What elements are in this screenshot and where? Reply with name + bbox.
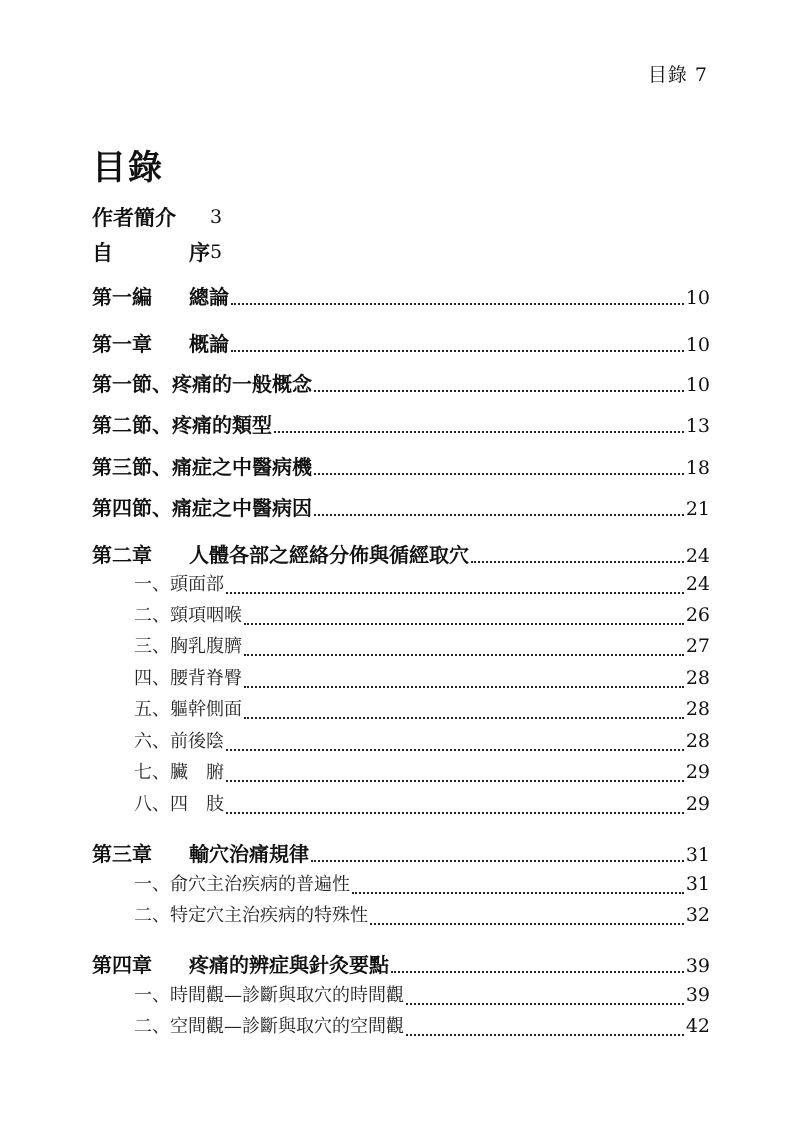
toc-entry-label bbox=[92, 539, 469, 568]
dot-leader bbox=[244, 622, 684, 625]
dot-leader bbox=[226, 748, 684, 751]
toc-entry-title: 總論 bbox=[189, 285, 229, 309]
toc-entry-title: 一、時間觀—診斷與取穴的時間觀 bbox=[134, 985, 404, 1006]
toc-subentry[interactable] bbox=[134, 727, 710, 757]
front-matter-label: 自 bbox=[92, 240, 113, 265]
toc-subentry[interactable] bbox=[134, 790, 710, 820]
toc-entry-number: 第二章 bbox=[92, 543, 152, 567]
toc-entry-title: 二、特定穴主治疾病的特殊性 bbox=[134, 905, 368, 926]
toc-entry-label bbox=[92, 838, 309, 867]
toc-page-number: 29 bbox=[685, 793, 710, 815]
toc-entry-label bbox=[92, 451, 312, 480]
toc-subentry[interactable] bbox=[134, 1012, 710, 1042]
toc-heading-entry[interactable] bbox=[92, 949, 710, 979]
toc-entry-label bbox=[134, 758, 224, 784]
toc-page-number: 29 bbox=[685, 761, 710, 783]
dot-leader bbox=[406, 1002, 684, 1005]
toc-entry-title: 第三節、痛症之中醫病機 bbox=[92, 455, 312, 479]
front-matter-label: 作者簡介 bbox=[92, 205, 176, 230]
toc-subentry[interactable] bbox=[134, 901, 710, 931]
toc-heading-entry[interactable] bbox=[92, 368, 710, 398]
toc-subentry[interactable] bbox=[134, 695, 710, 725]
toc-heading-entry[interactable] bbox=[92, 281, 710, 311]
front-matter-list bbox=[92, 199, 222, 269]
toc-entry-title: 概論 bbox=[189, 332, 229, 356]
toc-page-number: 10 bbox=[685, 287, 710, 309]
toc-subentry[interactable] bbox=[134, 664, 710, 694]
toc-entry-label bbox=[92, 368, 312, 397]
toc-entry-number: 第一章 bbox=[92, 332, 152, 356]
toc-entry-title: 三、胸乳腹臍 bbox=[134, 636, 242, 657]
toc-entry-label bbox=[134, 695, 242, 721]
front-matter-page: 5 bbox=[210, 240, 223, 263]
front-matter-page: 3 bbox=[210, 205, 223, 228]
toc-entry-label bbox=[92, 281, 229, 310]
toc-page-number: 28 bbox=[685, 730, 710, 752]
toc-subentry[interactable] bbox=[134, 758, 710, 788]
toc-entry-number: 第四章 bbox=[92, 953, 152, 977]
toc-page-number: 18 bbox=[685, 457, 710, 479]
dot-leader bbox=[231, 302, 684, 305]
toc-entry-title: 第一節、疼痛的一般概念 bbox=[92, 372, 312, 396]
front-matter-label-b: 序 bbox=[189, 240, 210, 265]
toc-entry-label bbox=[134, 664, 242, 690]
toc-heading-entry[interactable] bbox=[92, 451, 710, 481]
dot-leader bbox=[244, 653, 684, 656]
page-title: 目錄 bbox=[92, 148, 164, 188]
toc-subentry[interactable] bbox=[134, 981, 710, 1011]
toc-entry-label bbox=[134, 901, 368, 927]
front-matter-item[interactable] bbox=[92, 234, 222, 269]
toc-entry-label bbox=[92, 492, 312, 521]
dot-leader bbox=[406, 1033, 684, 1036]
toc-page-number: 28 bbox=[685, 667, 710, 689]
toc-heading-entry[interactable] bbox=[92, 409, 710, 439]
dot-leader bbox=[244, 716, 684, 719]
dot-leader bbox=[391, 970, 684, 973]
dot-leader bbox=[226, 779, 684, 782]
toc-page-number: 10 bbox=[685, 334, 710, 356]
toc-entry-label bbox=[134, 570, 224, 596]
toc-entry-label bbox=[134, 870, 350, 896]
toc-heading-entry[interactable] bbox=[92, 328, 710, 358]
toc-entry-label bbox=[92, 409, 272, 438]
toc-page-number: 21 bbox=[685, 498, 710, 520]
toc-subentry[interactable] bbox=[134, 570, 710, 600]
toc-entry-label bbox=[134, 981, 404, 1007]
dot-leader bbox=[274, 430, 684, 433]
toc-entry-label bbox=[92, 328, 229, 357]
toc-entry-number: 第一編 bbox=[92, 285, 152, 309]
toc-page-number: 13 bbox=[685, 415, 710, 437]
toc-heading-entry[interactable] bbox=[92, 539, 710, 569]
toc-entry-title: 五、軀幹側面 bbox=[134, 699, 242, 720]
dot-leader bbox=[370, 922, 684, 925]
toc-entry-title: 二、空間觀—診斷與取穴的空間觀 bbox=[134, 1016, 404, 1037]
toc-page-number: 10 bbox=[685, 374, 710, 396]
toc-page-number: 24 bbox=[685, 573, 710, 595]
toc-entry-title: 疼痛的辨症與針灸要點 bbox=[189, 953, 389, 977]
dot-leader bbox=[471, 560, 684, 563]
toc-page-number: 32 bbox=[685, 904, 710, 926]
dot-leader bbox=[311, 859, 684, 862]
toc-page-number: 31 bbox=[685, 844, 710, 866]
toc-entry-title: 第四節、痛症之中醫病因 bbox=[92, 496, 312, 520]
toc-entry-title: 二、頸項咽喉 bbox=[134, 605, 242, 626]
toc-entry-label bbox=[92, 949, 389, 978]
toc-entry-label bbox=[134, 727, 224, 753]
dot-leader bbox=[226, 591, 684, 594]
toc-page-number: 31 bbox=[685, 873, 710, 895]
toc-page-number: 39 bbox=[685, 955, 710, 977]
front-matter-item[interactable] bbox=[92, 199, 222, 234]
toc-page-number: 42 bbox=[685, 1015, 710, 1037]
toc-page-number: 39 bbox=[685, 984, 710, 1006]
toc-entry-title: 一、頭面部 bbox=[134, 574, 224, 595]
toc-entry-label bbox=[134, 790, 224, 816]
toc-entry-number: 第三章 bbox=[92, 842, 152, 866]
dot-leader bbox=[314, 513, 684, 516]
dot-leader bbox=[226, 811, 684, 814]
toc-subentry[interactable] bbox=[134, 632, 710, 662]
dot-leader bbox=[231, 349, 684, 352]
dot-leader bbox=[244, 685, 684, 688]
toc-entry-title: 第二節、疼痛的類型 bbox=[92, 413, 272, 437]
toc-heading-entry[interactable] bbox=[92, 838, 710, 868]
dot-leader bbox=[314, 389, 684, 392]
toc-entry-title: 七、臟 腑 bbox=[134, 762, 224, 783]
running-head: 目錄 7 bbox=[647, 64, 708, 86]
toc-entry-title: 六、前後陰 bbox=[134, 731, 224, 752]
toc-heading-entry[interactable] bbox=[92, 492, 710, 522]
toc-page-number: 28 bbox=[685, 698, 710, 720]
toc-entry-title: 八、四 肢 bbox=[134, 794, 224, 815]
toc-entry-title: 四、腰背脊臀 bbox=[134, 668, 242, 689]
toc-entry-label bbox=[134, 632, 242, 658]
toc-page-number: 24 bbox=[685, 545, 710, 567]
toc-entry-label bbox=[134, 601, 242, 627]
toc-page-number: 26 bbox=[685, 604, 710, 626]
toc-subentry[interactable] bbox=[134, 870, 710, 900]
toc-entry-label bbox=[134, 1012, 404, 1038]
toc-entry-title: 人體各部之經絡分佈與循經取穴 bbox=[189, 543, 469, 567]
dot-leader bbox=[314, 472, 684, 475]
toc-entry-title: 一、俞穴主治疾病的普遍性 bbox=[134, 874, 350, 895]
toc-subentry[interactable] bbox=[134, 601, 710, 631]
toc-page-number: 27 bbox=[685, 635, 710, 657]
dot-leader bbox=[352, 891, 684, 894]
toc-entry-title: 輸穴治痛規律 bbox=[189, 842, 309, 866]
